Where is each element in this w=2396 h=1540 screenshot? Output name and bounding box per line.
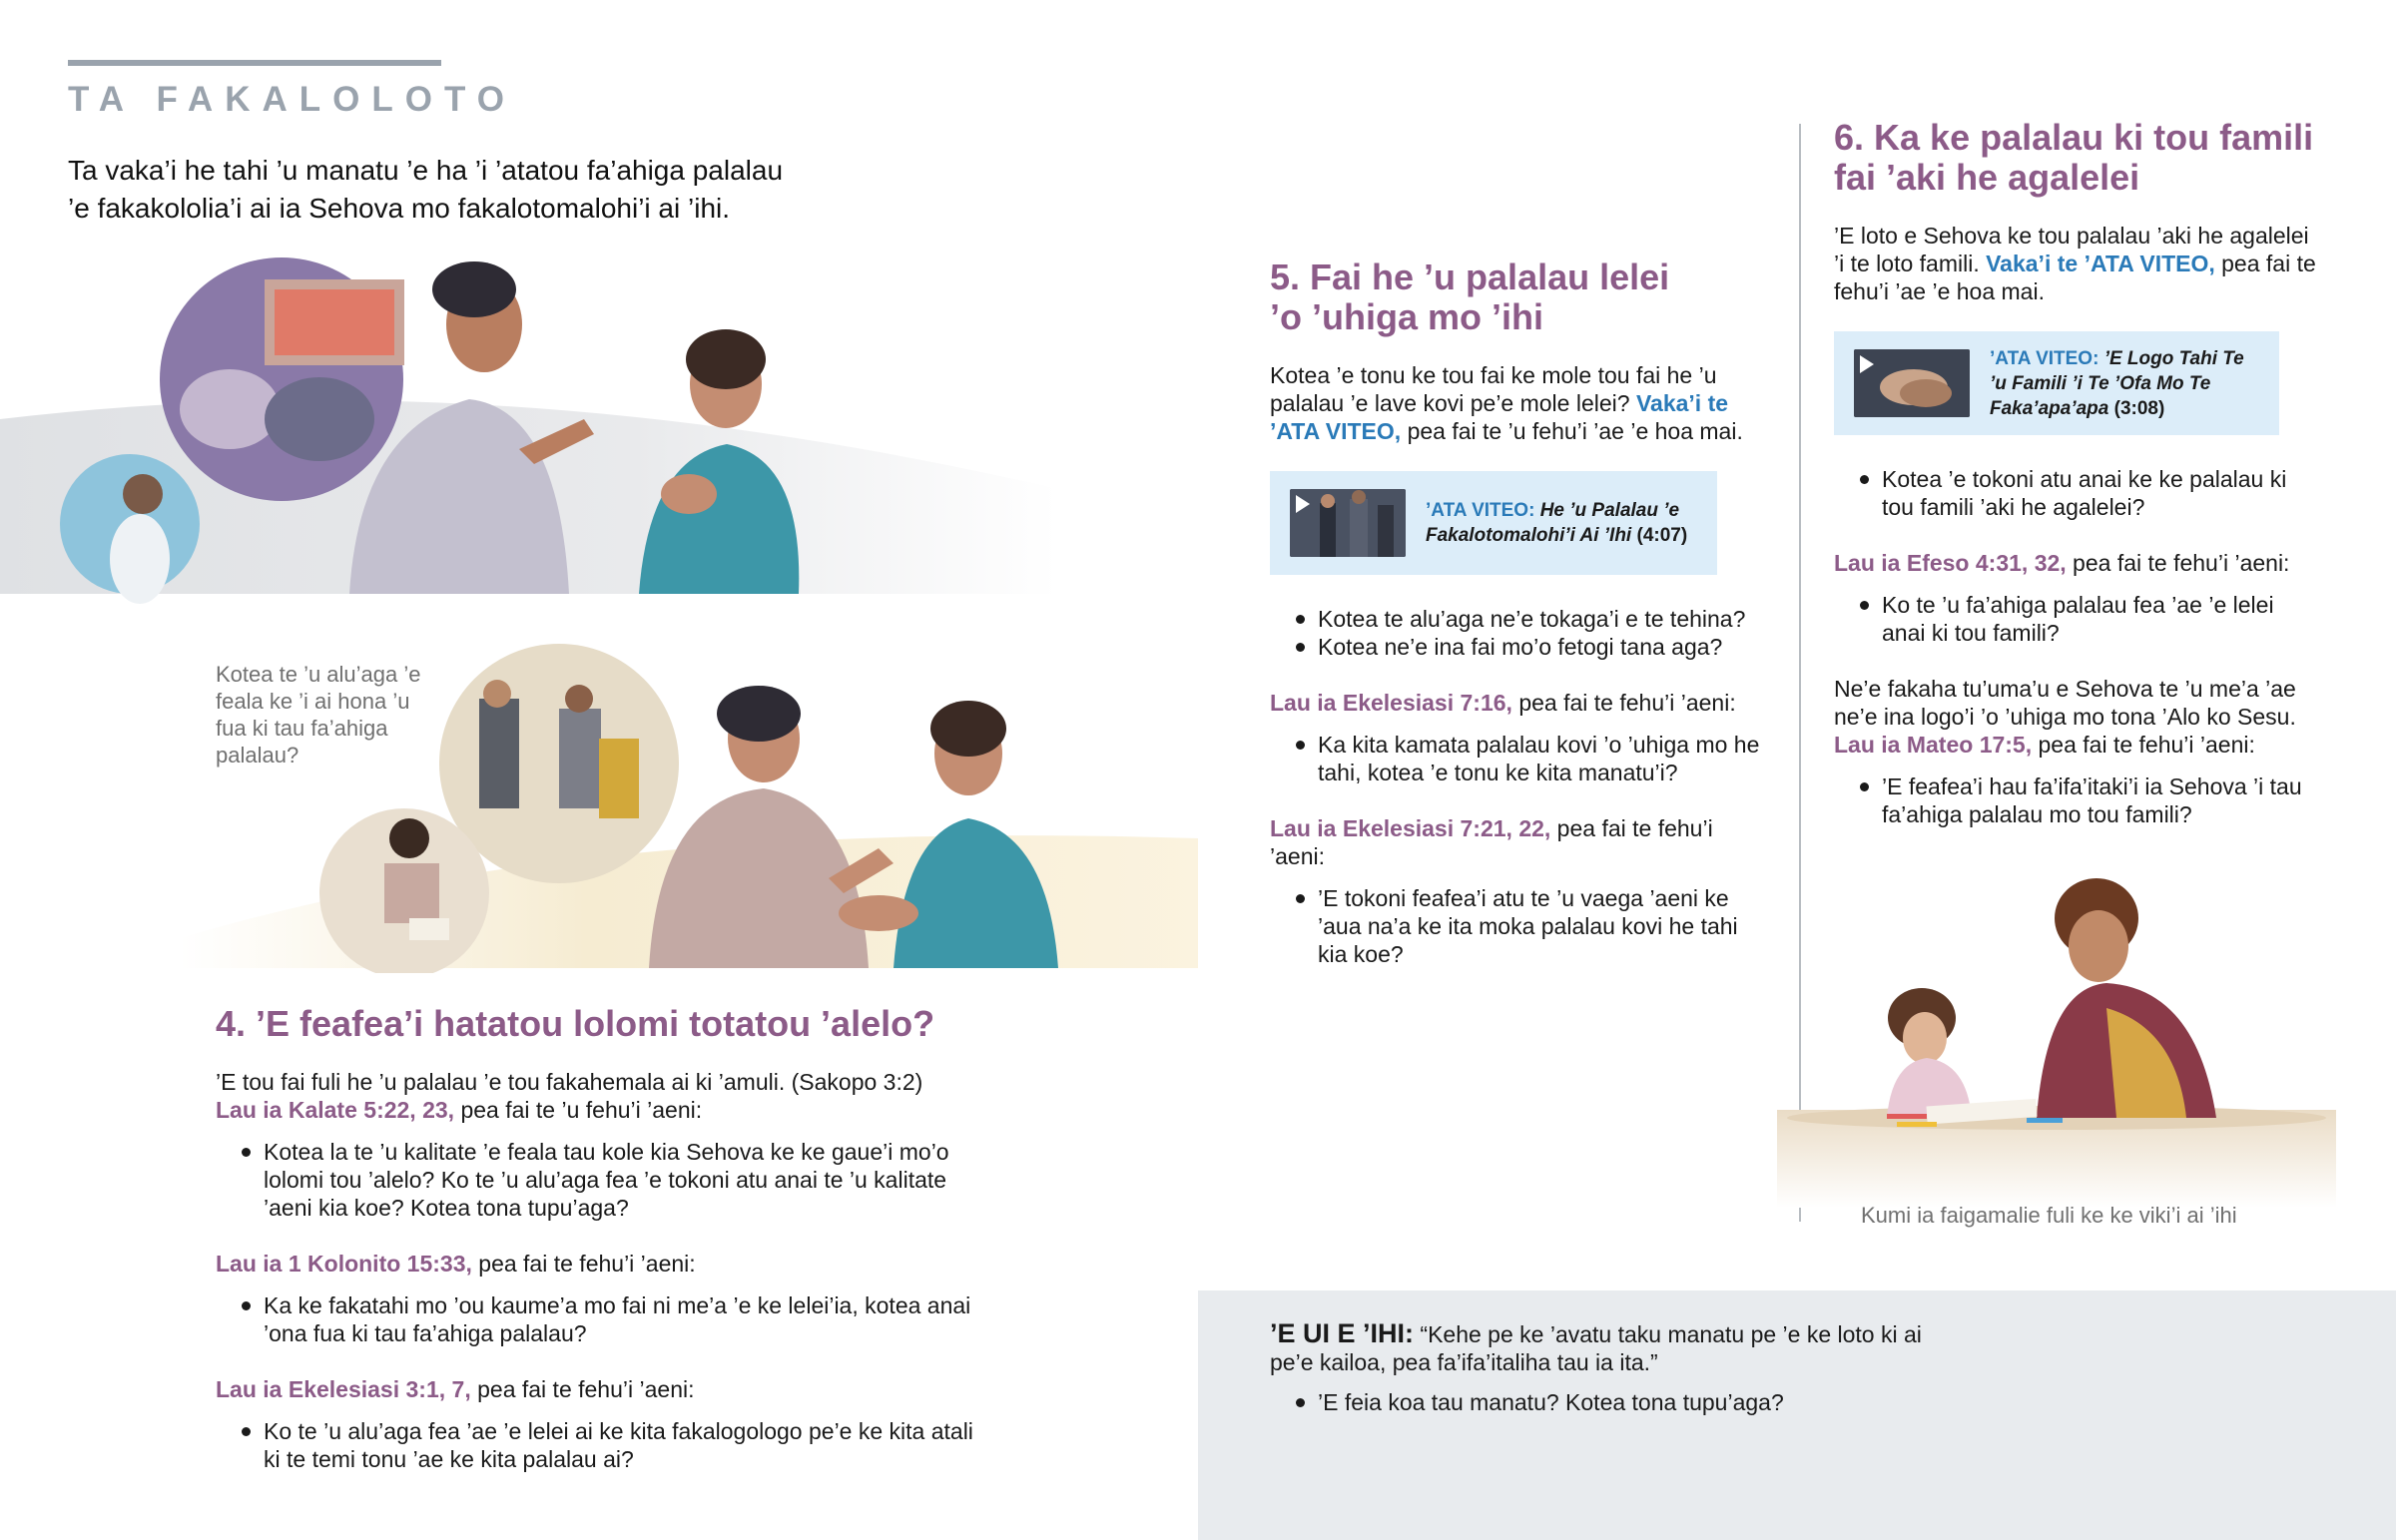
question-item: ’E feia koa tau manatu? Kotea tona tupu’aga?	[1294, 1388, 1959, 1416]
some-say-quote: ’E UI E ’IHI: “Kehe pe ke ’avatu taku manatu pe ’e ke loto ki ai pe’e kailoa, pea fa’ifa’italiha tau ia ita.”	[1270, 1318, 1922, 1375]
section-4-read-3: Lau ia Ekelesiasi 3:1, 7, pea fai te fehu’i ’aeni:	[216, 1376, 695, 1402]
intro-text: Ta vaka’i he tahi ’u manatu ’e ha ’i ’atatou fa’ahiga palalau ’e fakakololia’i ai ia Sehova mo fakalotomalohi’i ai ’ihi.	[68, 155, 784, 224]
play-icon[interactable]	[1860, 355, 1874, 373]
illustration-mother-child-drawing	[1777, 878, 2336, 1208]
section-5-questions-3	[1294, 884, 1769, 968]
section-4-questions-3	[240, 1417, 974, 1473]
question-item: Ko te ’u fa’ahiga palalau fea ’ae ’e lelei anai ki tou famili?	[1858, 591, 2323, 647]
section-label-rule	[68, 60, 441, 66]
question-item: Kotea la te ’u kalitate ’e feala tau kole kia Sehova ke ke gaue’i mo’o lolomi tou ’alelo? Ko te ’u alu’aga fea ’e tokoni atu anai te ’u kalitate ’aeni kia koe? Kotea tona tupu’aga?	[240, 1138, 974, 1222]
section-4-title: 4. ’E feafea’i hatatou lolomi totatou ’alelo?	[216, 1003, 935, 1044]
section-5-questions-2	[1294, 731, 1769, 786]
section-6-lead: ’E loto e Sehova ke tou palalau ’aki he agalelei ’i te loto famili. Vaka’i te ’ATA VITEO, pea fai te fehu’i ’ae ’e hoa mai.	[1834, 223, 2316, 304]
section-4-lead: ’E tou fai fuli he ’u palalau ’e tou fakahemala ai ki ’amuli. (Sakopo 3:2)	[216, 1069, 923, 1095]
video-thumbnail[interactable]	[1290, 489, 1406, 557]
question-item: Ka kita kamata palalau kovi ’o ’uhiga mo he tahi, kotea ’e tonu ke kita manatu’i?	[1294, 731, 1769, 786]
question-item: Ka ke fakatahi mo ’ou kaume’a mo fai ni me’a ’e ke lelei’ia, kotea anai ’ona fua ki tau fa’ahiga palalau?	[240, 1291, 974, 1347]
section-4-questions-1	[240, 1138, 974, 1222]
section-5-lead: Kotea ’e tonu ke tou fai ke mole tou fai he ’u palalau ’e lave kovi pe’e mole lelei? Vaka’i te ’ATA VITEO, pea fai te ’u fehu’i ’ae ’e hoa mai.	[1270, 362, 1743, 444]
play-icon[interactable]	[1296, 495, 1310, 513]
section-5-read-2: Lau ia Ekelesiasi 7:21, 22, pea fai te fehu’i ’aeni:	[1270, 815, 1713, 869]
video-title-section-5: ’ATA VITEO: He ’u Palalau ’e Fakalotomalohi’i Ai ’Ihi (4:07)	[1426, 500, 1688, 546]
scripture-ref-ephesians[interactable]: Lau ia Efeso 4:31, 32,	[1834, 550, 2067, 576]
illustration-question-caption: Kotea te ’u alu’aga ’e feala ke ’i ai hona ’u fua ki tau fa’ahiga palalau?	[216, 662, 421, 768]
section-5-questions-1	[1294, 605, 1769, 661]
scripture-ref-ecclesiastes-7-21[interactable]: Lau ia Ekelesiasi 7:21, 22,	[1270, 815, 1551, 841]
video-title-section-6: ’ATA VITEO: ’E Logo Tahi Te ’u Famili ’i Te ’Ofa Mo Te Faka’apa’apa (3:08)	[1990, 347, 2244, 419]
question-item: Kotea ne’e ina fai mo’o fetogi tana aga?	[1294, 633, 1769, 661]
section-4-questions-2	[240, 1291, 974, 1347]
video-link-text[interactable]: Vaka’i te ’ATA VITEO,	[1270, 390, 1729, 444]
video-card-section-5[interactable]	[1270, 471, 1717, 575]
question-item: ’E tokoni feafea’i atu te ’u vaega ’aeni ke ’aua na’a ke ita moka palalau kovi he tahi kia koe?	[1294, 884, 1769, 968]
scripture-ref-ecclesiastes-7-16[interactable]: Lau ia Ekelesiasi 7:16,	[1270, 690, 1512, 716]
question-item: Ko te ’u alu’aga fea ’ae ’e lelei ai ke kita fakalogologo pe’e ke kita atali ki te temi tonu ’ae ke kita palalau ai?	[240, 1417, 974, 1473]
scripture-ref-ecclesiastes-3[interactable]: Lau ia Ekelesiasi 3:1, 7,	[216, 1376, 471, 1402]
question-item: Kotea ’e tokoni atu anai ke ke palalau ki tou famili ’aki he agalelei?	[1858, 465, 2323, 521]
section-5-title: 5. Fai he ’u palalau lelei ’o ’uhiga mo ’ihi	[1270, 257, 1670, 337]
section-6-title: 6. Ka ke palalau ki tou famili fai ’aki he agalelei	[1834, 117, 2314, 198]
photo-caption-section-6: Kumi ia faigamalie fuli ke ke viki’i ai ’ihi	[1861, 1203, 2237, 1228]
scripture-ref-matthew[interactable]: Lau ia Mateo 17:5,	[1834, 732, 2033, 758]
illustration-kind-conversation	[180, 639, 1198, 973]
some-say-label: ’E UI E ’IHI:	[1270, 1318, 1415, 1348]
illustration-arguing-couple	[0, 250, 1058, 609]
section-6-questions-2	[1858, 591, 2323, 647]
section-6	[1834, 118, 2323, 828]
section-label: TA FAKALOLOTO	[68, 80, 516, 119]
section-5-read-1: Lau ia Ekelesiasi 7:16, pea fai te fehu’i ’aeni:	[1270, 690, 1736, 716]
section-4-read-1: Lau ia Kalate 5:22, 23, pea fai te ’u fehu’i ’aeni:	[216, 1097, 703, 1123]
some-say-questions	[1294, 1388, 1959, 1416]
section-4	[216, 1004, 974, 1473]
section-4-read-2: Lau ia 1 Kolonito 15:33, pea fai te fehu’i ’aeni:	[216, 1251, 696, 1277]
section-5	[1270, 257, 1769, 968]
section-6-questions-3	[1858, 772, 2323, 828]
video-card-section-6[interactable]	[1834, 331, 2279, 435]
scripture-ref-1-corinthians[interactable]: Lau ia 1 Kolonito 15:33,	[216, 1251, 472, 1277]
video-thumbnail[interactable]	[1854, 349, 1970, 417]
video-link-text[interactable]: Vaka’i te ’ATA VITEO,	[1986, 251, 2215, 276]
some-say-box	[1270, 1319, 1959, 1416]
section-6-read-1: Lau ia Efeso 4:31, 32, pea fai te fehu’i ’aeni:	[1834, 550, 2290, 576]
question-item: Kotea te alu’aga ne’e tokaga’i e te tehina?	[1294, 605, 1769, 633]
question-item: ’E feafea’i hau fa’ifa’itaki’i ia Sehova ’i tau fa’ahiga palalau mo tou famili?	[1858, 772, 2323, 828]
scripture-ref-galatians[interactable]: Lau ia Kalate 5:22, 23,	[216, 1097, 455, 1123]
section-6-questions-1	[1858, 465, 2323, 521]
section-6-para-2: Ne’e fakaha tu’uma’u e Sehova te ’u me’a ’ae ne’e ina logo’i ’o ’uhiga mo tona ’Alo ko Sesu. Lau ia Mateo 17:5, pea fai te fehu’i ’aeni:	[1834, 676, 2296, 758]
